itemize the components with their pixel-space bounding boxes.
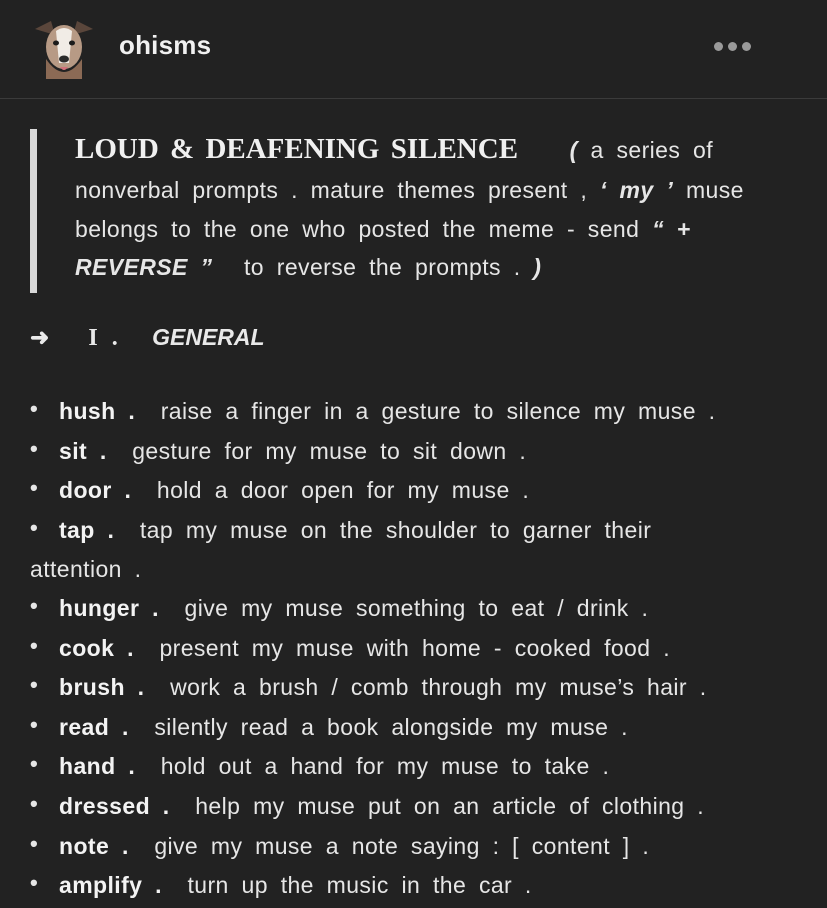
list-item — [30, 471, 810, 511]
list-item — [30, 747, 810, 787]
list-item — [30, 708, 810, 748]
prompt-text: gesture for my muse to sit down . — [132, 437, 527, 464]
prompt-text: hold out a hand for my muse to take . — [160, 753, 610, 780]
prompt-text: help my muse put on an article of clothing . — [195, 792, 705, 819]
intro-line2-end: muse — [685, 177, 744, 203]
list-item — [30, 511, 810, 551]
intro-line1-suffix: a series of — [590, 137, 714, 163]
bullet-icon: • — [30, 830, 39, 856]
dog-avatar-icon — [29, 13, 99, 79]
prompt-term: cook . — [59, 634, 134, 661]
prompt-text: tap my muse on the shoulder to garner their — [139, 516, 652, 543]
bullet-icon: • — [30, 672, 39, 698]
prompt-term: amplify . — [59, 872, 162, 899]
section-heading — [30, 324, 265, 352]
prompt-text: present my muse with home - cooked food . — [159, 634, 671, 661]
list-item — [30, 787, 810, 827]
prompt-text: give my muse a note saying : [ content ] . — [154, 832, 650, 859]
prompt-term: hand . — [59, 753, 136, 780]
prompt-term: door . — [59, 477, 132, 504]
list-item — [30, 392, 810, 432]
post-title: LOUD & DEAFENING SILENCE — [75, 133, 519, 165]
intro-line-3 — [75, 216, 691, 243]
bullet-icon: • — [30, 475, 39, 501]
bullet-icon: • — [30, 435, 39, 461]
bullet-icon: • — [30, 396, 39, 421]
intro-line-1 — [75, 133, 713, 166]
bullet-icon: • — [30, 592, 39, 618]
post-header — [0, 0, 827, 99]
list-item — [30, 866, 810, 906]
section-label: GENERAL — [152, 324, 265, 350]
bullet-icon: • — [30, 790, 39, 816]
intro-line-2 — [75, 177, 744, 204]
prompt-text: give my muse something to eat / drink . — [184, 594, 649, 621]
intro-line4-text: to reverse the prompts . — [244, 254, 521, 280]
prompt-term: sit . — [59, 437, 107, 464]
prompt-term: tap . — [59, 516, 115, 543]
list-item — [30, 629, 810, 669]
prompt-list — [30, 392, 810, 906]
plus-open: “ + — [652, 216, 691, 242]
bullet-icon: • — [30, 711, 39, 737]
prompt-term: brush . — [59, 674, 145, 701]
open-paren: ( — [569, 137, 578, 163]
close-paren: ) — [533, 254, 542, 280]
username[interactable]: ohisms — [119, 30, 212, 60]
reverse-keyword: REVERSE ” — [75, 254, 213, 280]
avatar[interactable] — [29, 13, 99, 79]
list-item — [30, 827, 810, 867]
bullet-icon: • — [30, 751, 39, 777]
bullet-icon: • — [30, 870, 39, 896]
prompt-term: read . — [59, 713, 129, 740]
intro-line3-text: belongs to the one who posted the meme - send — [75, 216, 640, 242]
prompt-text: silently read a book alongside my muse . — [154, 713, 628, 740]
prompt-term: hush . — [59, 398, 136, 424]
intro-line-4 — [75, 254, 541, 281]
more-options-icon[interactable] — [714, 38, 784, 58]
list-item-continuation: attention . — [30, 556, 142, 583]
bullet-icon: • — [30, 514, 39, 540]
intro-line2-text: nonverbal prompts . mature themes present , — [75, 177, 588, 203]
prompt-term: hunger . — [59, 594, 159, 621]
my-emphasis: ‘ my ’ — [599, 177, 674, 203]
prompt-term: note . — [59, 832, 129, 859]
prompt-text: turn up the music in the car . — [187, 872, 532, 899]
bullet-icon: • — [30, 632, 39, 658]
arrow-right-icon: ➜ — [30, 324, 50, 350]
prompt-text: raise a finger in a gesture to silence my muse . — [160, 398, 716, 424]
list-item — [30, 589, 810, 629]
list-item — [30, 432, 810, 472]
section-numeral: I . — [88, 325, 122, 351]
prompt-term: dressed . — [59, 792, 170, 819]
prompt-text: work a brush / comb through my muse’s hair . — [170, 674, 707, 701]
list-item — [30, 668, 810, 708]
prompt-text: hold a door open for my muse . — [156, 477, 530, 504]
intro-blockquote — [30, 129, 790, 293]
